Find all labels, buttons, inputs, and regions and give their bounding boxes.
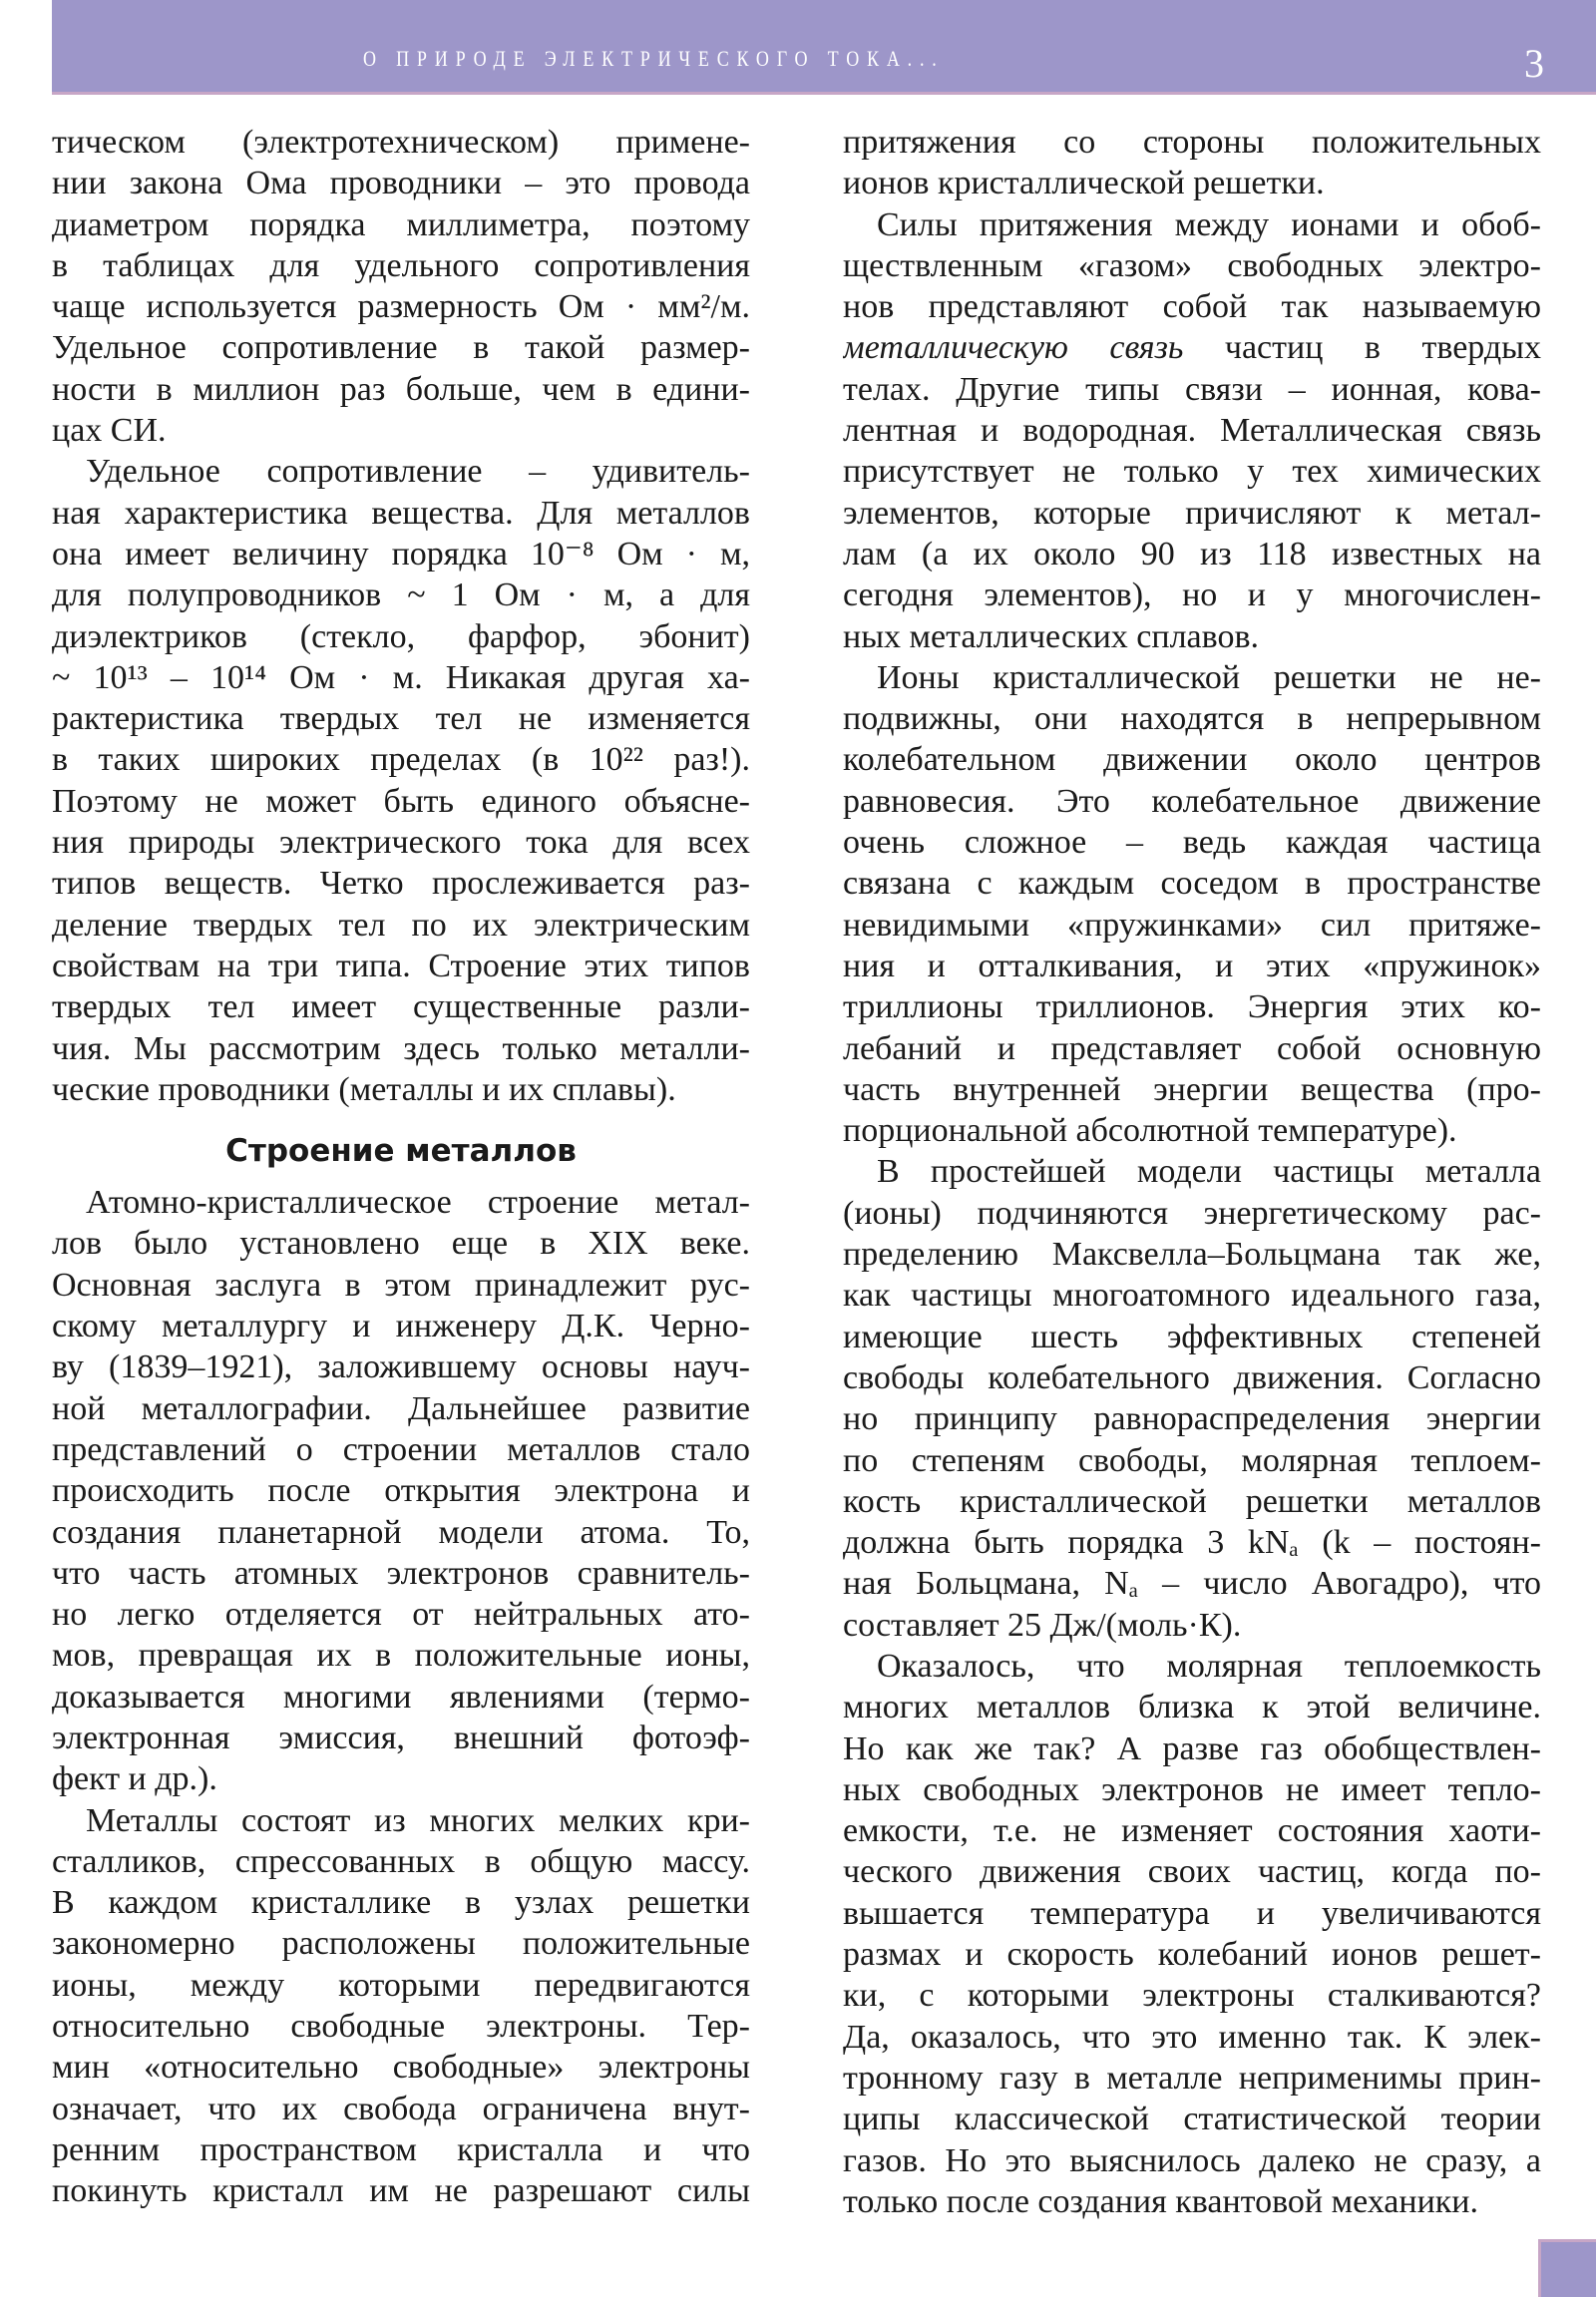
text-line: свойствам на три типа. Строение этих типов <box>52 947 750 984</box>
text-line: электронная эмиссия, внешний фотоэф- <box>52 1719 750 1756</box>
text-line: как частицы многоатомного идеального газа, <box>843 1277 1541 1315</box>
text-line: должна быть порядка 3 kNₐ (k – постоян- <box>843 1524 1541 1562</box>
text-line: В каждом кристаллике в узлах решетки <box>52 1884 750 1922</box>
text-line: лам (а их около 90 из 118 известных на <box>843 535 1541 573</box>
paragraph-ion-vibrations <box>843 657 1541 1152</box>
text-line: элементов, которые причисляют к метал- <box>843 494 1541 532</box>
text-line: покинуть кристалл им не разрешают силы <box>52 2172 750 2210</box>
text-line: Оказалось, что молярная теплоемкость <box>877 1647 1541 1685</box>
text-line: ных свободных электронов не имеет тепло- <box>843 1770 1541 1808</box>
text-line: твердых тел имеет существенные разли- <box>52 988 750 1026</box>
text-line: ществленным «газом» свободных электро- <box>843 246 1541 284</box>
text-line-with-term <box>843 327 1541 368</box>
text-line: представлений о строении металлов стало <box>52 1430 750 1468</box>
text-line: лентная и водородная. Металлическая связь <box>843 412 1541 450</box>
page-corner-decoration <box>1538 2239 1596 2297</box>
text-line: очень сложное – ведь каждая частица <box>843 824 1541 862</box>
text-line: В простейшей модели частицы металла <box>877 1153 1541 1191</box>
text-line: свободы колебательного движения. Согласно <box>843 1358 1541 1396</box>
section-heading: Строение металлов <box>225 1133 577 1170</box>
text-line: но легко отделяется от нейтральных ато- <box>52 1596 750 1634</box>
text-line: емкости, т.е. не изменяет состояния хаоти- <box>843 1812 1541 1850</box>
text-line: означает, что их свобода ограничена внут- <box>52 2090 750 2127</box>
text-line: Ионы кристаллической решетки не не- <box>877 658 1541 696</box>
text-line: диаметром порядка миллиметра, поэтому <box>52 205 750 243</box>
text-line: ренним пространством кристалла и что <box>52 2130 750 2168</box>
text-line: только после создания квантовой механики. <box>843 2182 1478 2220</box>
text-line: ности в миллион раз больше, чем в едини- <box>52 370 750 408</box>
text-line: Основная заслуга в этом принадлежит рус- <box>52 1266 750 1304</box>
text-line: сегодня элементов), но и у многочислен- <box>843 576 1541 614</box>
text-line: ионы, между которыми передвигаются <box>52 1966 750 2004</box>
paragraph-metallic-bond <box>843 204 1541 657</box>
text-line: Атомно-кристаллическое строение метал- <box>86 1184 750 1222</box>
text-line: колебательном движении около центров <box>843 741 1541 779</box>
text-line: в таблицах для удельного сопротивления <box>52 246 750 284</box>
running-title: О ПРИРОДЕ ЭЛЕКТРИЧЕСКОГО ТОКА... <box>363 46 945 71</box>
text-line: Металлы состоят из многих мелких кри- <box>86 1801 750 1839</box>
text-line: рактеристика твердых тел не изменяется <box>52 700 750 738</box>
running-header <box>52 0 1596 95</box>
text-line: составляет 25 Дж/(моль·К). <box>843 1606 1242 1644</box>
text-line: пределению Максвелла–Больцмана так же, <box>843 1236 1541 1274</box>
text-line: Удельное сопротивление – удивитель- <box>86 453 750 491</box>
text-line: что часть атомных электронов сравнитель- <box>52 1554 750 1592</box>
text-line: кость кристаллической решетки металлов <box>843 1482 1541 1520</box>
text-line: ческого движения своих частиц, когда по- <box>843 1853 1541 1891</box>
text-line: подвижны, они находятся в непрерывном <box>843 700 1541 738</box>
text-line: для полупроводников ~ 1 Ом · м, а для <box>52 576 750 614</box>
text-line: происходить после открытия электрона и <box>52 1472 750 1510</box>
text-line: Да, оказалось, что это именно так. К элек- <box>843 2018 1541 2056</box>
text-line: диэлектриков (стекло, фарфор, эбонит) <box>52 617 750 655</box>
paragraph-resistivity <box>52 451 750 1110</box>
text-line: порциональной абсолютной температуре). <box>843 1112 1457 1150</box>
text-line: тронному газу в металле неприменимы прин- <box>843 2059 1541 2097</box>
text-line: относительно свободные электроны. Тер- <box>52 2008 750 2046</box>
text-line: но принципу равнораспределения энергии <box>843 1400 1541 1438</box>
text-line: тическом (электротехническом) примене- <box>52 124 750 161</box>
right-column <box>843 122 1541 2222</box>
text-line: чаще используется размерность Ом · мм²/м. <box>52 288 750 326</box>
text-line: чия. Мы рассмотрим здесь только металли- <box>52 1029 750 1067</box>
text-line: Поэтому не может быть единого объясне- <box>52 782 750 820</box>
text-line: ной металлографии. Дальнейшее развитие <box>52 1389 750 1427</box>
text-line: скому металлургу и инженеру Д.К. Черно- <box>52 1308 750 1345</box>
text-line: нов представляют собой так называемую <box>843 288 1541 326</box>
text-line: мов, превращая их в положительные ионы, <box>52 1637 750 1675</box>
paragraph-ohm-units <box>52 122 750 451</box>
text-line: типов веществ. Четко прослеживается раз- <box>52 865 750 903</box>
paragraph-maxwell-boltzmann <box>843 1151 1541 1646</box>
paragraph-attraction <box>843 122 1541 204</box>
text-line: сталликов, спрессованных в общую массу. <box>52 1842 750 1880</box>
text-line: ионов кристаллической решетки. <box>843 165 1325 202</box>
text-line: нии закона Ома проводники – это провода <box>52 165 750 202</box>
paragraph-atomic-structure <box>52 1182 750 1799</box>
text-line: она имеет величину порядка 10⁻⁸ Ом · м, <box>52 535 750 573</box>
paragraph-crystallites <box>52 1800 750 2212</box>
text-line: Силы притяжения между ионами и обоб- <box>877 205 1541 243</box>
text-line: фект и др.). <box>52 1760 217 1798</box>
italic-term: металлическую связь <box>843 329 1184 367</box>
text-line: лебаний и представляет собой основную <box>843 1029 1541 1067</box>
text-line: ния природы электрического тока для всех <box>52 824 750 862</box>
text-line: присутствует не только у тех химических <box>843 453 1541 491</box>
text-line: вышается температура и увеличиваются <box>843 1894 1541 1932</box>
text-line: ная характеристика вещества. Для металлов <box>52 494 750 532</box>
text-line: лов было установлено еще в XIX веке. <box>52 1225 750 1263</box>
text-line: закономерно расположены положительные <box>52 1925 750 1963</box>
text-line: в таких широких пределах (в 10²² раз!). <box>52 741 750 779</box>
text-line: Но как же так? А разве газ обобществлен- <box>843 1729 1541 1767</box>
text-line: ву (1839–1921), заложившему основы науч- <box>52 1348 750 1386</box>
text-line: невидимыми «пружинками» сил притяже- <box>843 906 1541 944</box>
text-line: по степеням свободы, молярная теплоем- <box>843 1441 1541 1479</box>
page-number: 3 <box>1524 41 1544 86</box>
left-column <box>52 122 750 2212</box>
text-line: размах и скорость колебаний ионов решет- <box>843 1936 1541 1974</box>
text-line: (ионы) подчиняются энергетическому рас- <box>843 1194 1541 1232</box>
text-line: мин «относительно свободные» электроны <box>52 2049 750 2087</box>
text-line: ная Больцмана, Nₐ – число Авогадро), что <box>843 1565 1541 1603</box>
text-line: многих металлов близка к этой величине. <box>843 1689 1541 1726</box>
text-line: деление твердых тел по их электрическим <box>52 906 750 944</box>
text-line: доказывается многими явлениями (термо- <box>52 1678 750 1716</box>
text-line: триллионы триллионов. Энергия этих ко- <box>843 988 1541 1026</box>
text-line: притяжения со стороны положительных <box>843 124 1541 161</box>
text-line: ных металлических сплавов. <box>843 617 1259 655</box>
text-line: газов. Но это выяснилось далеко не сразу, а <box>843 2141 1541 2179</box>
text-line: связана с каждым соседом в пространстве <box>843 865 1541 903</box>
text-line: ки, с которыми электроны сталкиваются? <box>843 1977 1541 2015</box>
text-line: цах СИ. <box>52 412 167 450</box>
text-line: равновесия. Это колебательное движение <box>843 782 1541 820</box>
text-line: имеющие шесть эффективных степеней <box>843 1318 1541 1355</box>
text-line: часть внутренней энергии вещества (про- <box>843 1070 1541 1108</box>
paragraph-heat-capacity <box>843 1646 1541 2222</box>
text-fragment: частиц в твердых <box>1183 329 1541 367</box>
text-line: ния и отталкивания, и этих «пружинок» <box>843 947 1541 984</box>
text-line: ~ 10¹³ – 10¹⁴ Ом · м. Никакая другая ха- <box>52 658 750 696</box>
text-line: Удельное сопротивление в такой размер- <box>52 329 750 367</box>
text-line: телах. Другие типы связи – ионная, кова- <box>843 370 1541 408</box>
text-line: создания планетарной модели атома. То, <box>52 1513 750 1551</box>
text-line: ческие проводники (металлы и их сплавы). <box>52 1070 676 1108</box>
text-line: ципы классической статистической теории <box>843 2101 1541 2138</box>
